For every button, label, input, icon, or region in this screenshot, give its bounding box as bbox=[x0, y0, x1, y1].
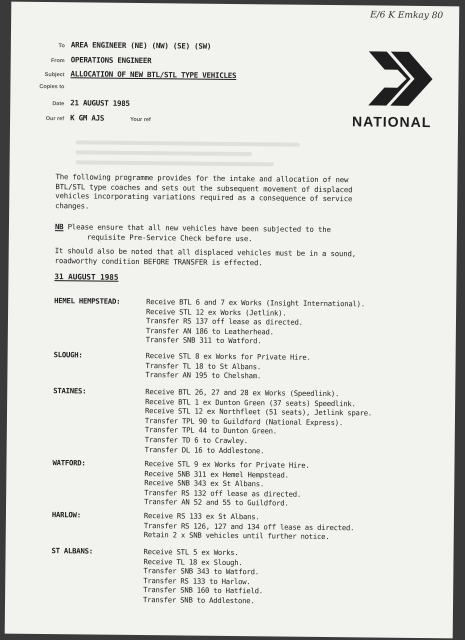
subject-label: Subject bbox=[44, 72, 65, 79]
allocation-line: Receive SNB 343 ex St Albans. bbox=[144, 478, 265, 489]
allocation-line: Transfer SNB to Addlestone. bbox=[143, 595, 255, 606]
allocation-line: Receive TL 18 ex Slough. bbox=[143, 556, 243, 567]
allocation-line: Receive BTL 6 and 7 ex Works (Insight International). bbox=[146, 297, 365, 309]
allocation-line: Receive STL 12 ex Works (Jetlink). bbox=[146, 306, 287, 318]
allocation-line: Transfer TPL 90 to Guildford (National Express). bbox=[144, 415, 344, 427]
note-line: roadworthy condition BEFORE TRANSFER is effected. bbox=[54, 255, 263, 267]
allocation-line: Transfer RS 126, 127 and 134 off lease as directed. bbox=[143, 520, 355, 532]
memo-header bbox=[30, 40, 331, 130]
from-value: OPERATIONS ENGINEER bbox=[70, 54, 152, 65]
allocation-line: Transfer TL 18 to St Albans. bbox=[145, 360, 262, 371]
our-ref-label: Our ref bbox=[45, 115, 65, 122]
our-ref-value: K GM AJS bbox=[70, 112, 105, 123]
to-label: To bbox=[58, 43, 65, 50]
allocation-line: Receive STL 8 ex Works for Private Hire. bbox=[145, 351, 311, 362]
faded-background-text bbox=[76, 134, 396, 173]
allocation-line: Transfer AN 195 to Chelsham. bbox=[145, 370, 262, 381]
from-label: From bbox=[50, 57, 65, 64]
allocation-line: Transfer RS 133 to Harlow. bbox=[143, 575, 251, 586]
allocation-line: Receive BTL 26, 27 and 28 ex Works (Speedlink). bbox=[145, 387, 340, 399]
depot-name: WATFORD: bbox=[52, 458, 86, 468]
date-label: Date bbox=[52, 101, 65, 108]
allocation-line: Transfer RS 132 off lease as directed. bbox=[144, 487, 302, 499]
allocation-line: Transfer SNB 343 to Watford. bbox=[143, 566, 259, 577]
allocation-line: Receive BTL 1 ex Dunton Green (37 seats) Speedlink. bbox=[145, 396, 356, 408]
depot-name: SLOUGH: bbox=[53, 350, 83, 360]
allocation-line: Transfer RS 137 off lease as directed. bbox=[145, 316, 303, 327]
note-paragraph bbox=[55, 246, 405, 269]
note-line: It should also be noted that all displaced vehicles must be in a sound, bbox=[54, 246, 357, 259]
handwritten-annotation: E/6 K Emkay 80 bbox=[370, 10, 444, 22]
copies-label: Copies to bbox=[39, 83, 65, 90]
memo-ref-row bbox=[30, 112, 330, 130]
intro-line: The following programme provides for the intake and allocation of new bbox=[55, 172, 349, 185]
date-value: 21 AUGUST 1985 bbox=[70, 98, 130, 108]
nb-line: requisite Pre-Service Check before use. bbox=[86, 232, 253, 243]
nb-label: NB bbox=[54, 222, 64, 232]
national-wordmark: NATIONAL bbox=[352, 113, 432, 131]
allocation-line: Transfer TPL 44 to Dunton Green. bbox=[144, 425, 277, 436]
intro-line: BTL/STL type coaches and sets out the subsequent movement of displaced bbox=[55, 181, 353, 194]
allocation-line: Receive RS 133 ex St Albans. bbox=[143, 511, 260, 522]
subject-value: ALLOCATION OF NEW BTL/STL TYPE VEHICLES bbox=[70, 69, 237, 81]
depot-name: HARLOW: bbox=[51, 510, 81, 520]
allocation-line: Transfer AN 186 to Leatherhead. bbox=[145, 325, 274, 337]
allocation-line: Receive STL 9 ex Works for Private Hire. bbox=[144, 459, 310, 470]
allocation-line: Receive STL 5 ex Works. bbox=[143, 547, 239, 558]
nb-paragraph bbox=[55, 222, 405, 245]
to-value: AREA ENGINEER (NE) (NW) (SE) (SW) bbox=[70, 40, 212, 51]
allocation-line: Transfer AN 52 and 55 to Guildford. bbox=[144, 497, 289, 508]
allocation-line: Transfer TD 6 to Crawley. bbox=[144, 435, 248, 446]
intro-line: changes. bbox=[55, 200, 90, 211]
intro-line: vehicles incorporating variations required as a consequence of service bbox=[55, 191, 353, 204]
allocation-line: Transfer SNB 311 to Watford. bbox=[145, 335, 262, 346]
allocation-line: Transfer DL 16 to Addlestone. bbox=[144, 444, 265, 455]
intro-paragraph bbox=[55, 172, 405, 214]
allocation-line: Receive STL 12 ex Northfleet (51 seats), Jetlink spare. bbox=[144, 406, 373, 418]
allocation-line: Receive SNB 311 ex Hemel Hempstead. bbox=[144, 468, 289, 480]
allocation-line: Retain 2 x SNB vehicles until further notice. bbox=[143, 530, 330, 542]
your-ref-label: Your ref bbox=[130, 116, 151, 123]
national-arrow-icon bbox=[366, 49, 437, 108]
nb-line: Please ensure that all new vehicles have been subjected to the bbox=[63, 222, 331, 235]
depot-name: HEMEL HEMPSTEAD: bbox=[54, 296, 121, 306]
depot-name: STAINES: bbox=[53, 386, 87, 396]
depot-name: ST ALBANS: bbox=[51, 546, 93, 556]
memo-page bbox=[5, 2, 460, 639]
schedule-date-heading: 31 AUGUST 1985 bbox=[54, 272, 119, 282]
allocation-line: Transfer SNB 160 to Hatfield. bbox=[143, 585, 263, 596]
national-logo bbox=[352, 49, 443, 130]
